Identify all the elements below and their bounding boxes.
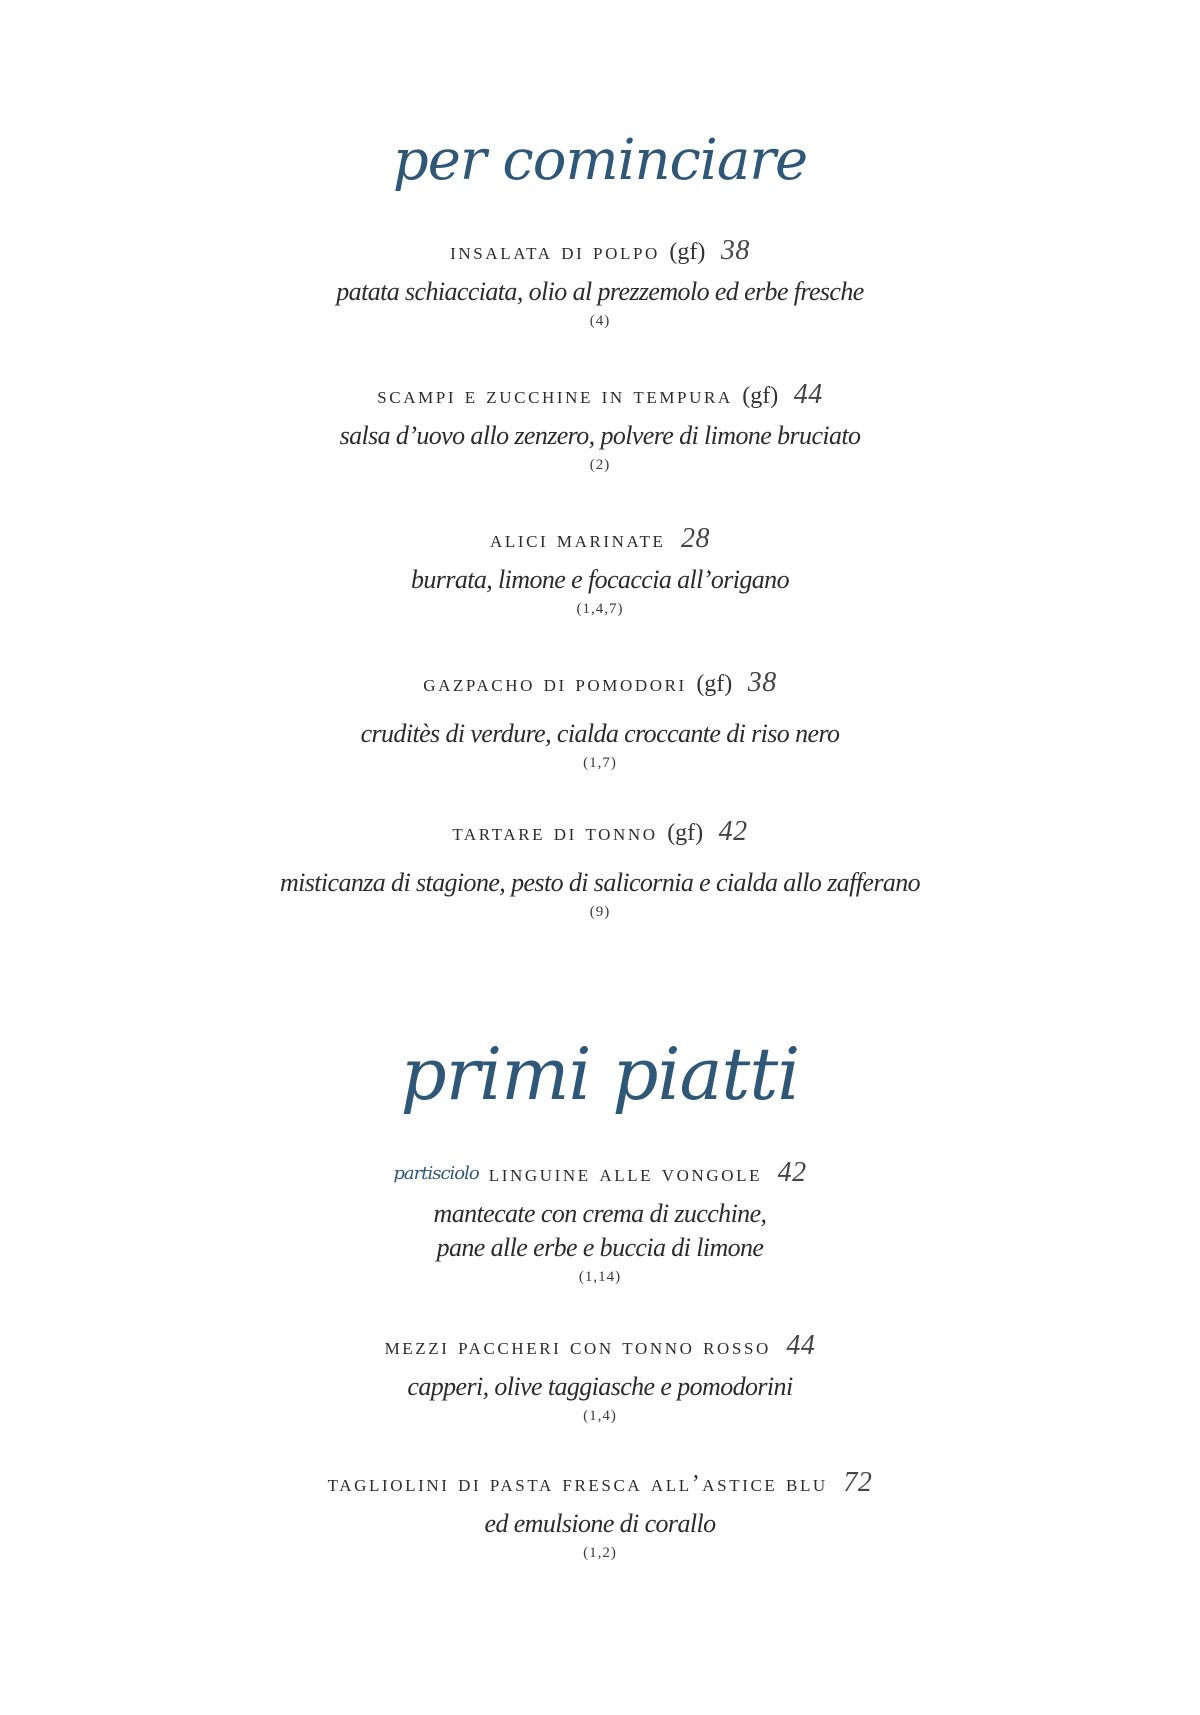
dish-name: insalata di polpo: [450, 239, 660, 265]
dish-price: 44: [793, 379, 823, 410]
dish-description: ed emulsione di corallo: [484, 1509, 716, 1538]
allergen-codes: (1,7): [583, 755, 617, 771]
dish-description-line-1: mantecate con crema di zucchine,: [433, 1199, 767, 1228]
signature-dish-mark: partisciolo: [393, 1163, 479, 1184]
allergen-codes: (1,2): [583, 1545, 617, 1561]
allergen-codes: (1,4,7): [576, 601, 624, 617]
dish-price: 28: [681, 523, 711, 554]
dish-price: 38: [747, 667, 777, 698]
allergen-codes: (9): [589, 904, 611, 920]
gluten-free-tag: (gf): [742, 383, 779, 409]
gluten-free-tag: (gf): [696, 671, 733, 697]
dish-name: scampi e zucchine in tempura: [377, 383, 733, 409]
dish-name: alici marinate: [489, 527, 666, 553]
allergen-codes: (1,14): [578, 1269, 622, 1285]
dish-price: 44: [786, 1330, 816, 1361]
section-title-primi-piatti: primi piatti: [400, 1032, 800, 1116]
menu-item: [0, 236, 1200, 331]
gluten-free-tag: (gf): [669, 239, 706, 265]
menu-item: [0, 1158, 1200, 1287]
allergen-codes: (4): [589, 313, 611, 329]
dish-name: mezzi paccheri con tonno rosso: [384, 1334, 771, 1360]
allergen-codes: (1,4): [583, 1408, 617, 1424]
menu-item: [0, 1331, 1200, 1426]
menu-item: [0, 1468, 1200, 1563]
dish-description: cruditès di verdure, cialda croccante di riso nero: [360, 719, 840, 748]
dish-description: burrata, limone e focaccia all’origano: [411, 565, 789, 594]
menu-item: [0, 668, 1200, 773]
allergen-codes: (2): [589, 457, 611, 473]
menu-item: [0, 524, 1200, 619]
dish-price: 42: [777, 1157, 807, 1188]
dish-description: misticanza di stagione, pesto di salicornia e cialda allo zafferano: [279, 868, 921, 897]
dish-name: linguine alle vongole: [488, 1161, 763, 1187]
menu-item: [0, 817, 1200, 922]
section-title-per-cominciare: per cominciare: [392, 128, 808, 193]
dish-description-line-2: pane alle erbe e buccia di limone: [436, 1233, 764, 1262]
dish-description: patata schiacciata, olio al prezzemolo ed erbe fresche: [336, 277, 864, 306]
dish-name: gazpacho di pomodori: [423, 671, 687, 697]
dish-name: tagliolini di pasta fresca all’astice blu: [327, 1471, 828, 1497]
dish-price: 72: [843, 1467, 873, 1498]
gluten-free-tag: (gf): [667, 820, 704, 846]
dish-name: tartare di tonno: [452, 820, 658, 846]
dish-price: 42: [718, 816, 748, 847]
dish-description: salsa d’uovo allo zenzero, polvere di limone bruciato: [339, 421, 861, 450]
dish-price: 38: [720, 235, 750, 266]
dish-description: capperi, olive taggiasche e pomodorini: [407, 1372, 793, 1401]
menu-item: [0, 380, 1200, 475]
